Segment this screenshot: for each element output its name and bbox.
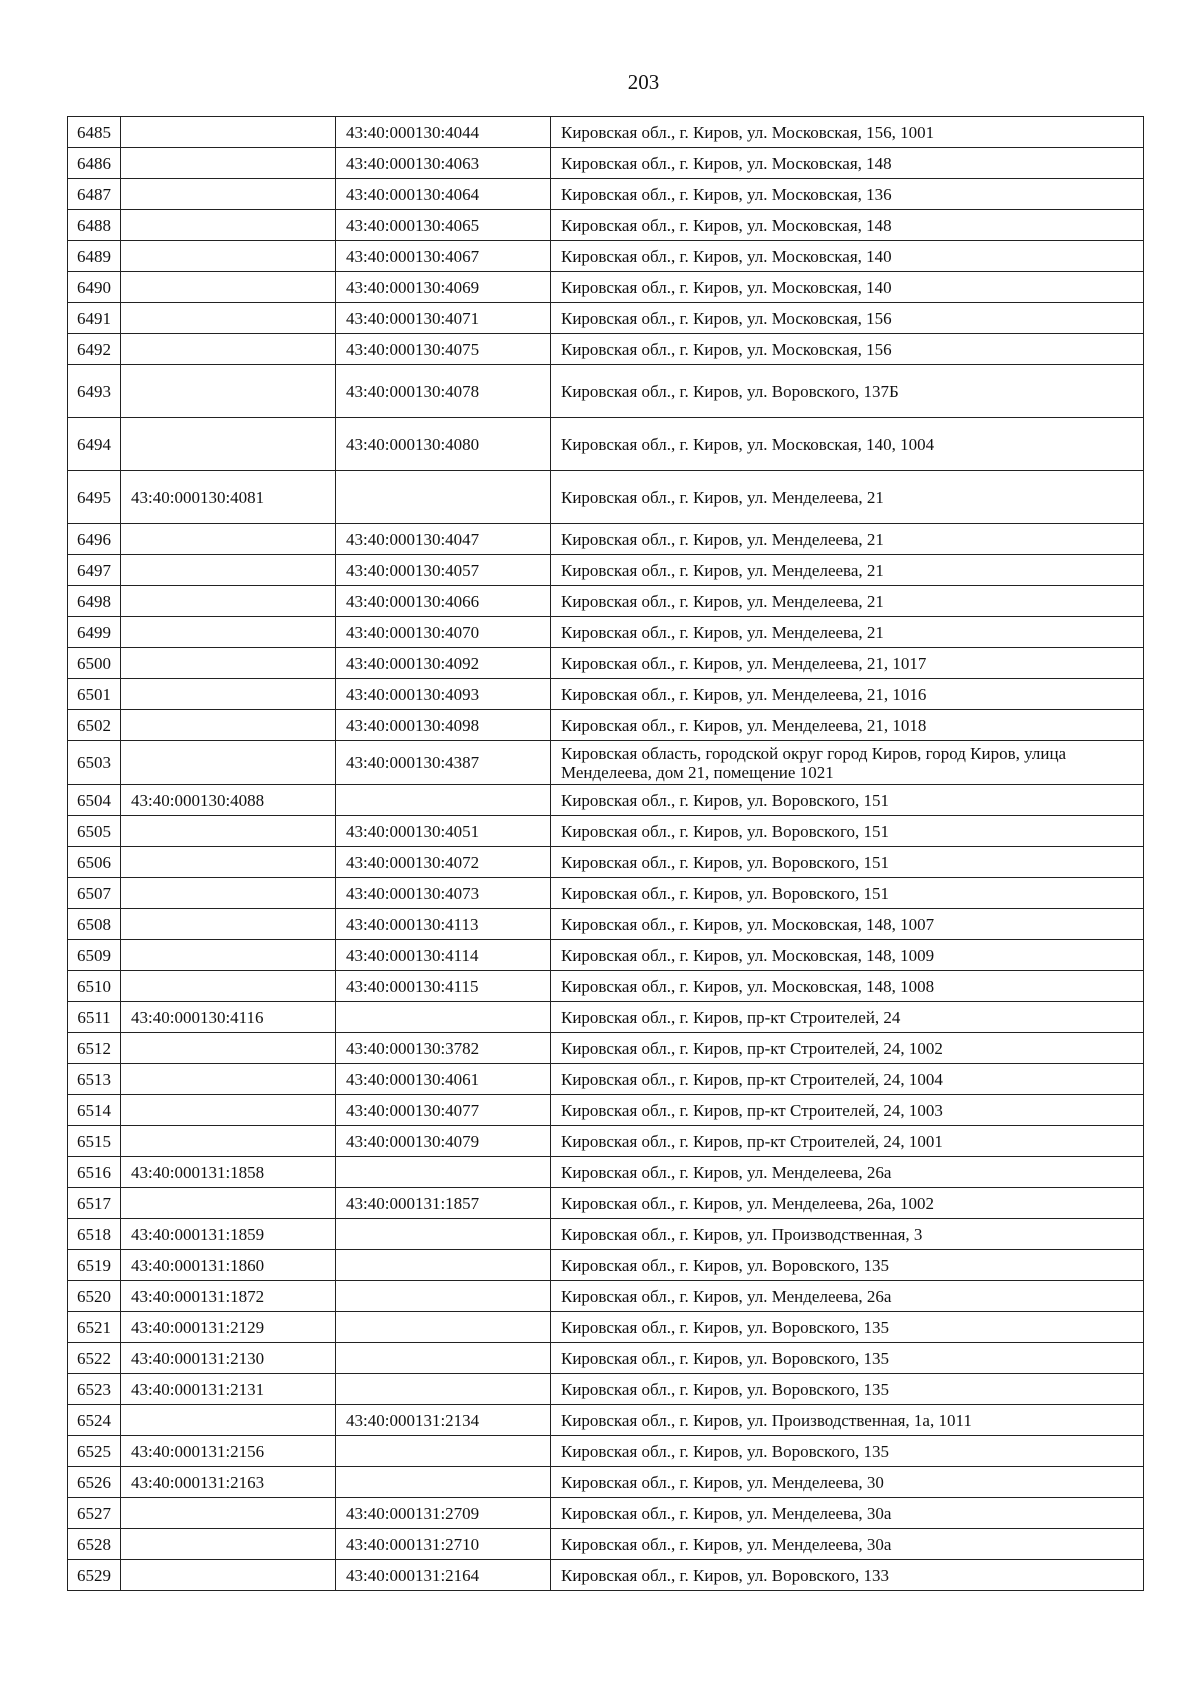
- address-cell: Кировская обл., г. Киров, пр-кт Строителей, 24, 1004: [551, 1064, 1144, 1095]
- address-cell: Кировская обл., г. Киров, ул. Московская, 140: [551, 241, 1144, 272]
- table-row: [68, 555, 1144, 586]
- row-number-cell: 6512: [68, 1033, 121, 1064]
- object-number-cell: 43:40:000130:4057: [336, 555, 551, 586]
- address-cell: Кировская обл., г. Киров, ул. Московская, 148, 1008: [551, 971, 1144, 1002]
- object-number-cell: 43:40:000130:4069: [336, 272, 551, 303]
- table-row: [68, 1219, 1144, 1250]
- parcel-number-cell: 43:40:000131:1858: [121, 1157, 336, 1188]
- object-number-cell: 43:40:000131:2164: [336, 1560, 551, 1591]
- parcel-number-cell: [121, 1188, 336, 1219]
- row-number-cell: 6527: [68, 1498, 121, 1529]
- address-cell: Кировская обл., г. Киров, ул. Воровского, 135: [551, 1374, 1144, 1405]
- parcel-number-cell: 43:40:000131:1859: [121, 1219, 336, 1250]
- object-number-cell: 43:40:000131:1857: [336, 1188, 551, 1219]
- parcel-number-cell: [121, 940, 336, 971]
- address-cell: Кировская обл., г. Киров, ул. Московская, 148: [551, 148, 1144, 179]
- parcel-number-cell: 43:40:000130:4116: [121, 1002, 336, 1033]
- address-cell: Кировская обл., г. Киров, ул. Воровского, 135: [551, 1436, 1144, 1467]
- address-cell: Кировская обл., г. Киров, ул. Производственная, 1а, 1011: [551, 1405, 1144, 1436]
- address-cell: Кировская обл., г. Киров, ул. Московская, 148: [551, 210, 1144, 241]
- table-row: [68, 1188, 1144, 1219]
- parcel-number-cell: [121, 179, 336, 210]
- table-row: [68, 1157, 1144, 1188]
- object-number-cell: 43:40:000130:4066: [336, 586, 551, 617]
- row-number-cell: 6498: [68, 586, 121, 617]
- row-number-cell: 6492: [68, 334, 121, 365]
- table-row: [68, 1281, 1144, 1312]
- parcel-number-cell: [121, 334, 336, 365]
- parcel-number-cell: [121, 847, 336, 878]
- object-number-cell: 43:40:000130:4072: [336, 847, 551, 878]
- table-row: [68, 1095, 1144, 1126]
- row-number-cell: 6513: [68, 1064, 121, 1095]
- row-number-cell: 6516: [68, 1157, 121, 1188]
- row-number-cell: 6526: [68, 1467, 121, 1498]
- address-cell: Кировская обл., г. Киров, ул. Воровского, 135: [551, 1343, 1144, 1374]
- table-row: [68, 710, 1144, 741]
- row-number-cell: 6487: [68, 179, 121, 210]
- parcel-number-cell: [121, 524, 336, 555]
- row-number-cell: 6489: [68, 241, 121, 272]
- table-row: [68, 1250, 1144, 1281]
- object-number-cell: 43:40:000130:4114: [336, 940, 551, 971]
- row-number-cell: 6528: [68, 1529, 121, 1560]
- row-number-cell: 6518: [68, 1219, 121, 1250]
- row-number-cell: 6517: [68, 1188, 121, 1219]
- table-row: [68, 1343, 1144, 1374]
- object-number-cell: [336, 1312, 551, 1343]
- row-number-cell: 6507: [68, 878, 121, 909]
- address-cell: Кировская обл., г. Киров, ул. Менделеева, 21, 1017: [551, 648, 1144, 679]
- registry-table: [67, 116, 1144, 1591]
- table-row: [68, 1560, 1144, 1591]
- object-number-cell: 43:40:000130:4075: [336, 334, 551, 365]
- object-number-cell: 43:40:000130:4063: [336, 148, 551, 179]
- table-row: [68, 334, 1144, 365]
- parcel-number-cell: 43:40:000131:1860: [121, 1250, 336, 1281]
- address-cell: Кировская обл., г. Киров, ул. Менделеева, 30: [551, 1467, 1144, 1498]
- table-row: [68, 117, 1144, 148]
- row-number-cell: 6514: [68, 1095, 121, 1126]
- object-number-cell: [336, 1002, 551, 1033]
- parcel-number-cell: 43:40:000131:1872: [121, 1281, 336, 1312]
- object-number-cell: 43:40:000130:4073: [336, 878, 551, 909]
- address-cell: Кировская обл., г. Киров, ул. Воровского, 151: [551, 878, 1144, 909]
- parcel-number-cell: [121, 909, 336, 940]
- address-cell: Кировская обл., г. Киров, ул. Московская, 148, 1009: [551, 940, 1144, 971]
- parcel-number-cell: [121, 617, 336, 648]
- object-number-cell: 43:40:000130:4079: [336, 1126, 551, 1157]
- parcel-number-cell: [121, 418, 336, 471]
- row-number-cell: 6488: [68, 210, 121, 241]
- address-cell: Кировская обл., г. Киров, ул. Производственная, 3: [551, 1219, 1144, 1250]
- object-number-cell: 43:40:000130:4115: [336, 971, 551, 1002]
- row-number-cell: 6505: [68, 816, 121, 847]
- table-row: [68, 1529, 1144, 1560]
- parcel-number-cell: [121, 241, 336, 272]
- object-number-cell: [336, 471, 551, 524]
- parcel-number-cell: [121, 971, 336, 1002]
- address-cell: Кировская обл., г. Киров, ул. Менделеева, 21: [551, 524, 1144, 555]
- object-number-cell: 43:40:000130:4064: [336, 179, 551, 210]
- address-cell: Кировская обл., г. Киров, ул. Воровского, 135: [551, 1312, 1144, 1343]
- parcel-number-cell: [121, 1560, 336, 1591]
- object-number-cell: [336, 1250, 551, 1281]
- object-number-cell: 43:40:000130:4098: [336, 710, 551, 741]
- row-number-cell: 6510: [68, 971, 121, 1002]
- parcel-number-cell: [121, 710, 336, 741]
- parcel-number-cell: [121, 878, 336, 909]
- table-row: [68, 909, 1144, 940]
- object-number-cell: [336, 1281, 551, 1312]
- table-row: [68, 679, 1144, 710]
- address-cell: Кировская обл., г. Киров, ул. Воровского, 137Б: [551, 365, 1144, 418]
- address-cell: Кировская обл., г. Киров, ул. Менделеева, 21, 1016: [551, 679, 1144, 710]
- table-row: [68, 148, 1144, 179]
- parcel-number-cell: [121, 1033, 336, 1064]
- row-number-cell: 6506: [68, 847, 121, 878]
- row-number-cell: 6499: [68, 617, 121, 648]
- row-number-cell: 6485: [68, 117, 121, 148]
- table-row: [68, 524, 1144, 555]
- table-row: [68, 1033, 1144, 1064]
- parcel-number-cell: 43:40:000131:2129: [121, 1312, 336, 1343]
- address-cell: Кировская обл., г. Киров, ул. Менделеева, 26а: [551, 1281, 1144, 1312]
- parcel-number-cell: [121, 1095, 336, 1126]
- address-cell: Кировская обл., г. Киров, ул. Воровского, 151: [551, 785, 1144, 816]
- address-cell: Кировская обл., г. Киров, ул. Воровского, 151: [551, 847, 1144, 878]
- table-row: [68, 1126, 1144, 1157]
- object-number-cell: 43:40:000131:2134: [336, 1405, 551, 1436]
- table-row: [68, 418, 1144, 471]
- parcel-number-cell: [121, 1126, 336, 1157]
- address-cell: Кировская обл., г. Киров, ул. Менделеева, 21: [551, 586, 1144, 617]
- object-number-cell: 43:40:000130:4051: [336, 816, 551, 847]
- table-row: [68, 847, 1144, 878]
- page-number: 203: [627, 70, 660, 94]
- table-row: [68, 179, 1144, 210]
- address-cell: Кировская обл., г. Киров, ул. Воровского, 151: [551, 816, 1144, 847]
- parcel-number-cell: [121, 210, 336, 241]
- table-row: [68, 785, 1144, 816]
- row-number-cell: 6491: [68, 303, 121, 334]
- parcel-number-cell: [121, 272, 336, 303]
- address-cell: Кировская обл., г. Киров, ул. Менделеева, 21: [551, 617, 1144, 648]
- address-cell: Кировская обл., г. Киров, ул. Менделеева, 21, 1018: [551, 710, 1144, 741]
- object-number-cell: 43:40:000130:3782: [336, 1033, 551, 1064]
- parcel-number-cell: [121, 1405, 336, 1436]
- table-row: [68, 1436, 1144, 1467]
- row-number-cell: 6525: [68, 1436, 121, 1467]
- table-row: [68, 1405, 1144, 1436]
- table-row: [68, 210, 1144, 241]
- address-cell: Кировская обл., г. Киров, пр-кт Строителей, 24, 1001: [551, 1126, 1144, 1157]
- table-row: [68, 272, 1144, 303]
- address-cell: Кировская область, городской округ город Киров, город Киров, улица Менделеева, дом 21, помещение 1021: [551, 741, 1144, 785]
- parcel-number-cell: [121, 1529, 336, 1560]
- table-row: [68, 241, 1144, 272]
- table-row: [68, 940, 1144, 971]
- address-cell: Кировская обл., г. Киров, ул. Московская, 136: [551, 179, 1144, 210]
- object-number-cell: 43:40:000130:4044: [336, 117, 551, 148]
- address-cell: Кировская обл., г. Киров, пр-кт Строителей, 24: [551, 1002, 1144, 1033]
- address-cell: Кировская обл., г. Киров, ул. Воровского, 133: [551, 1560, 1144, 1591]
- parcel-number-cell: 43:40:000131:2131: [121, 1374, 336, 1405]
- row-number-cell: 6520: [68, 1281, 121, 1312]
- address-cell: Кировская обл., г. Киров, ул. Московская, 140, 1004: [551, 418, 1144, 471]
- table-row: [68, 1064, 1144, 1095]
- parcel-number-cell: [121, 1064, 336, 1095]
- parcel-number-cell: [121, 741, 336, 785]
- row-number-cell: 6522: [68, 1343, 121, 1374]
- row-number-cell: 6515: [68, 1126, 121, 1157]
- address-cell: Кировская обл., г. Киров, ул. Менделеева, 21: [551, 555, 1144, 586]
- row-number-cell: 6508: [68, 909, 121, 940]
- parcel-number-cell: [121, 586, 336, 617]
- row-number-cell: 6494: [68, 418, 121, 471]
- parcel-number-cell: [121, 679, 336, 710]
- object-number-cell: [336, 1157, 551, 1188]
- parcel-number-cell: [121, 303, 336, 334]
- table-row: [68, 741, 1144, 785]
- parcel-number-cell: [121, 648, 336, 679]
- row-number-cell: 6503: [68, 741, 121, 785]
- address-cell: Кировская обл., г. Киров, ул. Московская, 148, 1007: [551, 909, 1144, 940]
- parcel-number-cell: 43:40:000131:2130: [121, 1343, 336, 1374]
- table-row: [68, 878, 1144, 909]
- address-cell: Кировская обл., г. Киров, ул. Московская, 156: [551, 334, 1144, 365]
- address-cell: Кировская обл., г. Киров, ул. Менделеева, 26а: [551, 1157, 1144, 1188]
- address-cell: Кировская обл., г. Киров, ул. Московская, 156, 1001: [551, 117, 1144, 148]
- table-row: [68, 617, 1144, 648]
- table-row: [68, 816, 1144, 847]
- object-number-cell: 43:40:000130:4065: [336, 210, 551, 241]
- object-number-cell: 43:40:000130:4067: [336, 241, 551, 272]
- table-row: [68, 1498, 1144, 1529]
- parcel-number-cell: 43:40:000130:4088: [121, 785, 336, 816]
- table-row: [68, 971, 1144, 1002]
- row-number-cell: 6500: [68, 648, 121, 679]
- address-cell: Кировская обл., г. Киров, ул. Менделеева, 30а: [551, 1529, 1144, 1560]
- row-number-cell: 6519: [68, 1250, 121, 1281]
- object-number-cell: 43:40:000130:4387: [336, 741, 551, 785]
- object-number-cell: 43:40:000130:4093: [336, 679, 551, 710]
- table-row: [68, 1374, 1144, 1405]
- table-row: [68, 1002, 1144, 1033]
- row-number-cell: 6509: [68, 940, 121, 971]
- parcel-number-cell: [121, 148, 336, 179]
- address-cell: Кировская обл., г. Киров, ул. Воровского, 135: [551, 1250, 1144, 1281]
- table-row: [68, 1467, 1144, 1498]
- row-number-cell: 6523: [68, 1374, 121, 1405]
- registry-table-body: [68, 117, 1144, 1591]
- object-number-cell: 43:40:000130:4078: [336, 365, 551, 418]
- object-number-cell: 43:40:000130:4080: [336, 418, 551, 471]
- row-number-cell: 6490: [68, 272, 121, 303]
- table-row: [68, 1312, 1144, 1343]
- object-number-cell: [336, 1436, 551, 1467]
- object-number-cell: 43:40:000130:4071: [336, 303, 551, 334]
- object-number-cell: 43:40:000130:4061: [336, 1064, 551, 1095]
- parcel-number-cell: [121, 555, 336, 586]
- row-number-cell: 6486: [68, 148, 121, 179]
- row-number-cell: 6502: [68, 710, 121, 741]
- table-row: [68, 648, 1144, 679]
- object-number-cell: 43:40:000131:2710: [336, 1529, 551, 1560]
- row-number-cell: 6496: [68, 524, 121, 555]
- object-number-cell: [336, 1219, 551, 1250]
- row-number-cell: 6524: [68, 1405, 121, 1436]
- row-number-cell: 6529: [68, 1560, 121, 1591]
- parcel-number-cell: 43:40:000131:2156: [121, 1436, 336, 1467]
- row-number-cell: 6493: [68, 365, 121, 418]
- address-cell: Кировская обл., г. Киров, ул. Менделеева, 26а, 1002: [551, 1188, 1144, 1219]
- object-number-cell: 43:40:000130:4113: [336, 909, 551, 940]
- row-number-cell: 6504: [68, 785, 121, 816]
- object-number-cell: 43:40:000130:4092: [336, 648, 551, 679]
- object-number-cell: 43:40:000130:4047: [336, 524, 551, 555]
- address-cell: Кировская обл., г. Киров, ул. Московская, 156: [551, 303, 1144, 334]
- table-row: [68, 365, 1144, 418]
- table-row: [68, 303, 1144, 334]
- row-number-cell: 6495: [68, 471, 121, 524]
- parcel-number-cell: [121, 1498, 336, 1529]
- address-cell: Кировская обл., г. Киров, ул. Менделеева, 21: [551, 471, 1144, 524]
- parcel-number-cell: 43:40:000131:2163: [121, 1467, 336, 1498]
- parcel-number-cell: [121, 816, 336, 847]
- object-number-cell: [336, 785, 551, 816]
- row-number-cell: 6511: [68, 1002, 121, 1033]
- object-number-cell: [336, 1467, 551, 1498]
- address-cell: Кировская обл., г. Киров, пр-кт Строителей, 24, 1002: [551, 1033, 1144, 1064]
- row-number-cell: 6521: [68, 1312, 121, 1343]
- object-number-cell: 43:40:000130:4070: [336, 617, 551, 648]
- parcel-number-cell: 43:40:000130:4081: [121, 471, 336, 524]
- object-number-cell: 43:40:000131:2709: [336, 1498, 551, 1529]
- address-cell: Кировская обл., г. Киров, ул. Менделеева, 30а: [551, 1498, 1144, 1529]
- table-row: [68, 586, 1144, 617]
- table-row: [68, 471, 1144, 524]
- address-cell: Кировская обл., г. Киров, пр-кт Строителей, 24, 1003: [551, 1095, 1144, 1126]
- parcel-number-cell: [121, 117, 336, 148]
- parcel-number-cell: [121, 365, 336, 418]
- address-cell: Кировская обл., г. Киров, ул. Московская, 140: [551, 272, 1144, 303]
- object-number-cell: 43:40:000130:4077: [336, 1095, 551, 1126]
- object-number-cell: [336, 1343, 551, 1374]
- row-number-cell: 6501: [68, 679, 121, 710]
- object-number-cell: [336, 1374, 551, 1405]
- row-number-cell: 6497: [68, 555, 121, 586]
